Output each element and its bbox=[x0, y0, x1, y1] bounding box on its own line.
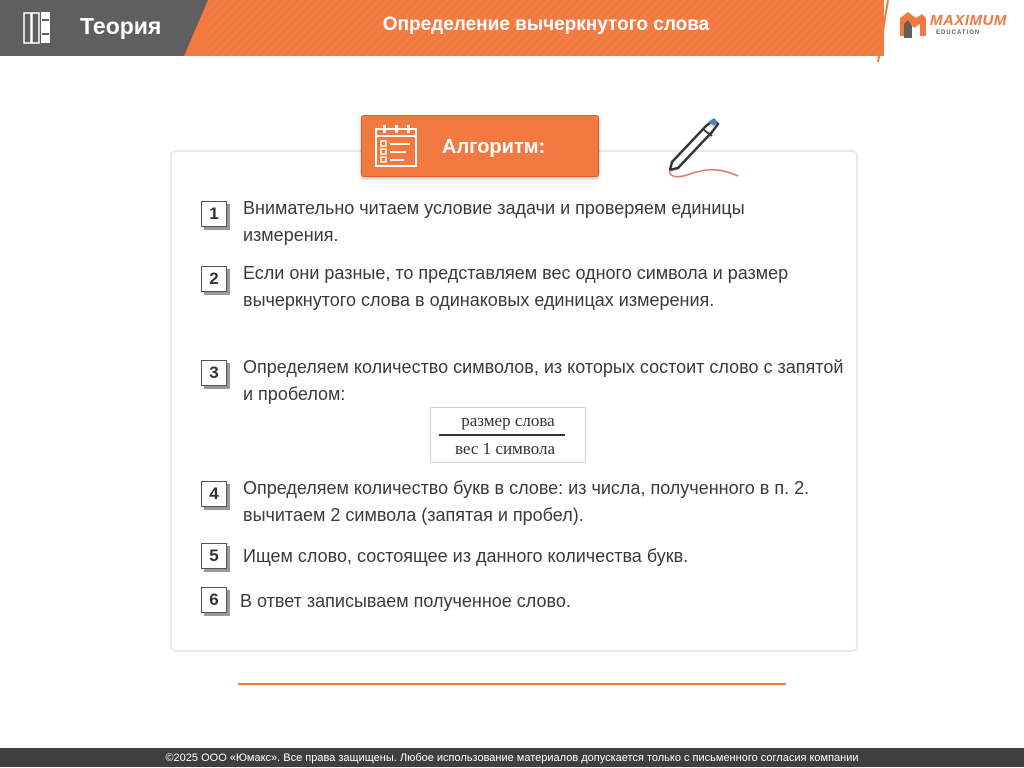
step-text: Внимательно читаем условие задачи и проверяем единицы измерения. bbox=[243, 198, 745, 245]
formula-fraction bbox=[430, 407, 586, 463]
step-number: 4 bbox=[201, 481, 227, 507]
step-number: 3 bbox=[201, 360, 227, 386]
header-divider-slash bbox=[876, 0, 890, 62]
logo-mark-icon bbox=[896, 8, 930, 42]
step-text: Определяем количество букв в слове: из числа, полученного в п. 2. вычитаем 2 символа (запятая и пробел). bbox=[243, 478, 810, 525]
fraction-bar bbox=[439, 434, 565, 436]
brand-logo bbox=[896, 6, 1020, 46]
divider-line bbox=[238, 683, 786, 685]
formula-numerator: размер слова bbox=[461, 411, 555, 430]
header-title-band bbox=[208, 0, 884, 56]
logo-name: MAXIMUM bbox=[930, 12, 1007, 29]
algorithm-banner bbox=[361, 115, 599, 177]
section-label: Теория bbox=[80, 13, 162, 39]
pen-icon bbox=[664, 116, 744, 182]
books-icon bbox=[22, 11, 66, 45]
step-text: Определяем количество символов, из которых состоит слово с запятой и пробелом: bbox=[243, 357, 844, 404]
step-number: 5 bbox=[201, 543, 227, 569]
checklist-icon bbox=[374, 124, 418, 168]
step-number: 1 bbox=[201, 201, 227, 227]
step-text: Ищем слово, состоящее из данного количества букв. bbox=[243, 546, 689, 566]
page-title: Определение вычеркнутого слова bbox=[382, 14, 710, 35]
algorithm-label: Алгоритм: bbox=[442, 136, 546, 158]
header-section-panel bbox=[0, 0, 192, 56]
step-number: 6 bbox=[201, 587, 227, 613]
step-text: Если они разные, то представляем вес одного символа и размер вычеркнутого слова в одинаковых единицах измерения. bbox=[243, 263, 789, 310]
footer-copyright: ©2025 ООО «Юмакс». Все права защищены. Любое использование материалов допускается только с письменного согласия компании bbox=[0, 748, 1024, 767]
step-text: В ответ записываем полученное слово. bbox=[240, 591, 571, 611]
formula-denominator: вес 1 символа bbox=[454, 439, 556, 458]
step-number: 2 bbox=[201, 266, 227, 292]
logo-subtitle: EDUCATION bbox=[936, 30, 981, 36]
